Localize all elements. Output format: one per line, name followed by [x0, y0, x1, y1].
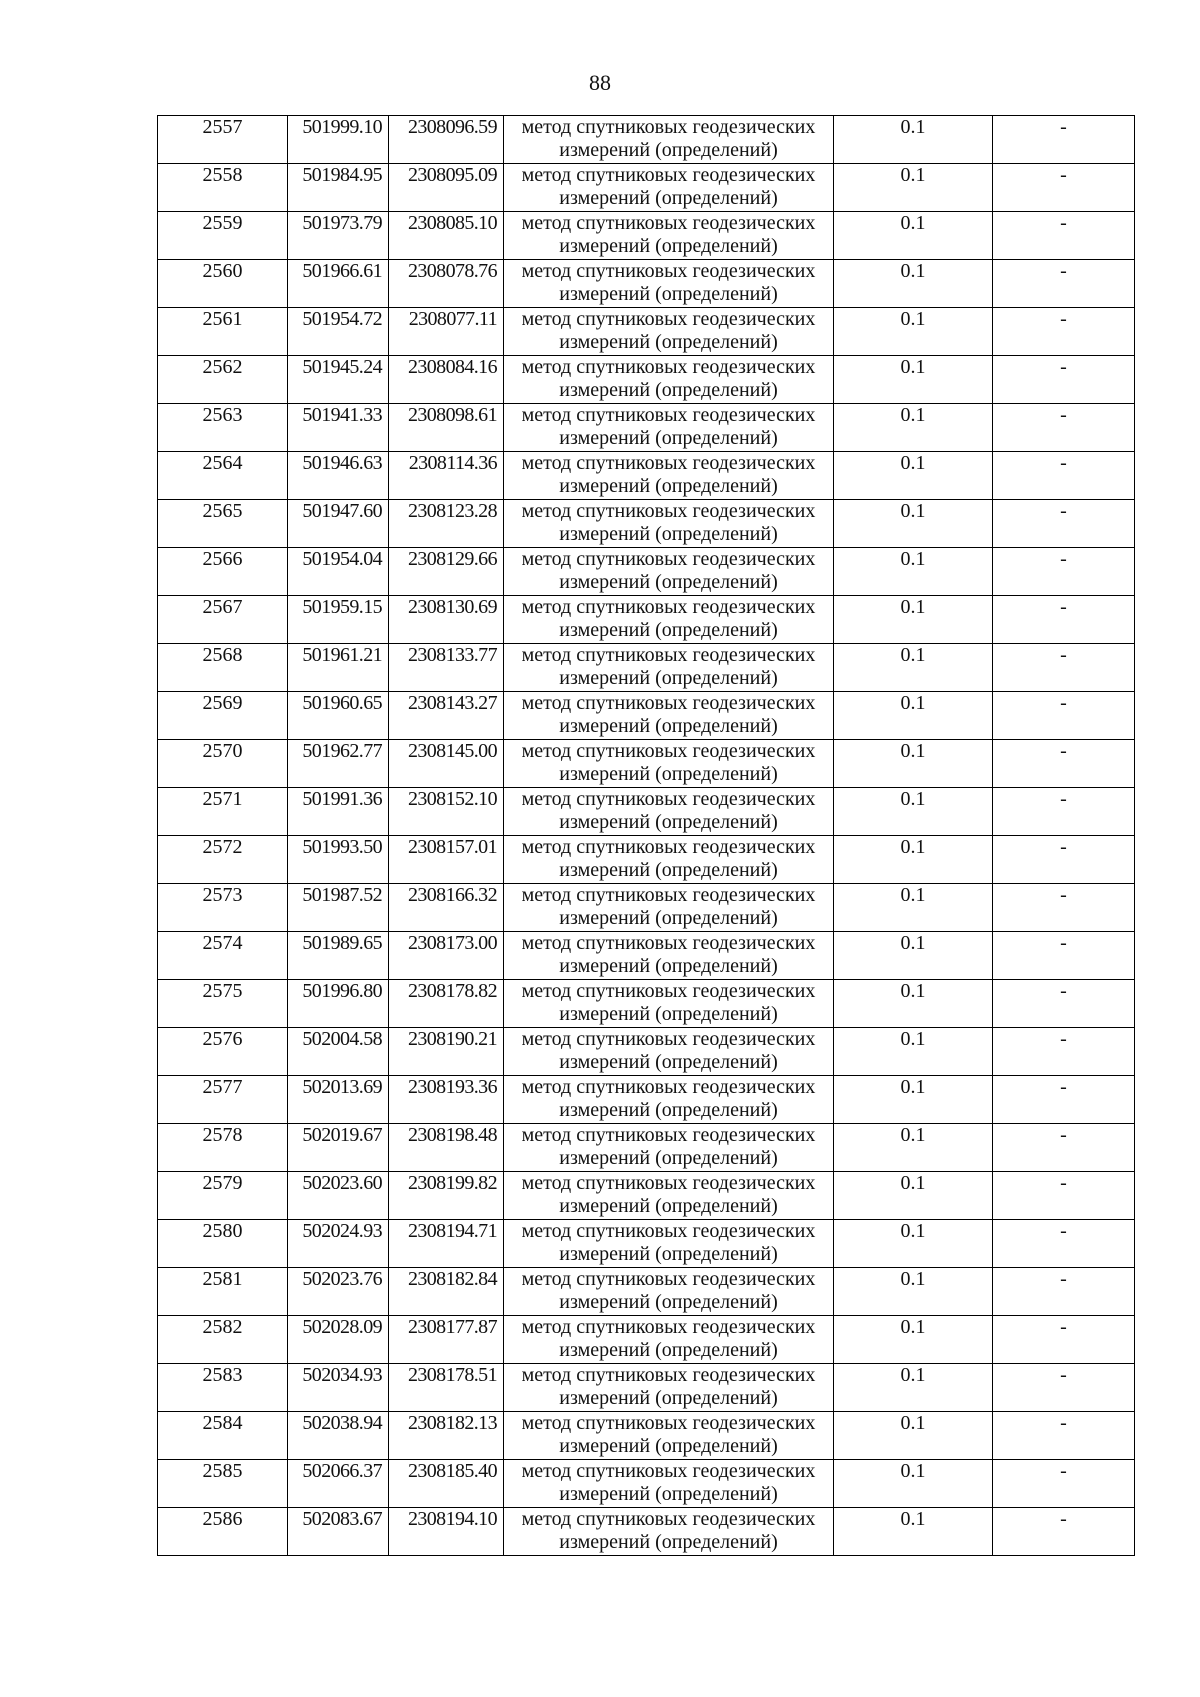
- method-line: метод спутниковых геодезических: [521, 1028, 816, 1050]
- coordinate-x-cell: 502004.58: [288, 1028, 389, 1076]
- coordinate-x-cell: 501984.95: [288, 164, 389, 212]
- table-row: [158, 308, 1135, 356]
- method-line: метод спутниковых геодезических: [521, 980, 816, 1002]
- point-number-cell: 2559: [158, 212, 288, 260]
- method-cell: [504, 500, 834, 548]
- method-cell: [504, 1028, 834, 1076]
- accuracy-cell: 0.1: [834, 260, 993, 308]
- description-cell: -: [993, 1412, 1135, 1460]
- description-cell: -: [993, 692, 1135, 740]
- method-line: измерений (определений): [559, 955, 778, 977]
- coordinate-x-cell: 501996.80: [288, 980, 389, 1028]
- method-cell: [504, 692, 834, 740]
- accuracy-cell: 0.1: [834, 1460, 993, 1508]
- method-line: метод спутниковых геодезических: [521, 1220, 816, 1242]
- point-number-cell: 2571: [158, 788, 288, 836]
- method-cell: [504, 1460, 834, 1508]
- coordinate-x-cell: 502083.67: [288, 1508, 389, 1556]
- description-cell: -: [993, 356, 1135, 404]
- coordinate-x-cell: 502023.76: [288, 1268, 389, 1316]
- method-line: измерений (определений): [559, 427, 778, 449]
- accuracy-cell: 0.1: [834, 692, 993, 740]
- coordinate-x-cell: 502023.60: [288, 1172, 389, 1220]
- method-cell: [504, 548, 834, 596]
- coordinate-y-cell: 2308084.16: [389, 356, 504, 404]
- point-number-cell: 2573: [158, 884, 288, 932]
- point-number-cell: 2569: [158, 692, 288, 740]
- method-line: метод спутниковых геодезических: [521, 404, 816, 426]
- description-cell: -: [993, 404, 1135, 452]
- coordinate-x-cell: 502013.69: [288, 1076, 389, 1124]
- method-line: метод спутниковых геодезических: [521, 260, 816, 282]
- description-cell: -: [993, 932, 1135, 980]
- table-row: [158, 356, 1135, 404]
- accuracy-cell: 0.1: [834, 1412, 993, 1460]
- method-line: измерений (определений): [559, 1291, 778, 1313]
- method-line: измерений (определений): [559, 907, 778, 929]
- point-number-cell: 2578: [158, 1124, 288, 1172]
- method-cell: [504, 164, 834, 212]
- table-row: [158, 500, 1135, 548]
- accuracy-cell: 0.1: [834, 1220, 993, 1268]
- method-line: измерений (определений): [559, 475, 778, 497]
- point-number-cell: 2577: [158, 1076, 288, 1124]
- table-row: [158, 884, 1135, 932]
- method-line: метод спутниковых геодезических: [521, 1316, 816, 1338]
- accuracy-cell: 0.1: [834, 596, 993, 644]
- description-cell: -: [993, 884, 1135, 932]
- method-line: измерений (определений): [559, 1003, 778, 1025]
- point-number-cell: 2561: [158, 308, 288, 356]
- method-line: метод спутниковых геодезических: [521, 356, 816, 378]
- coordinate-y-cell: 2308193.36: [389, 1076, 504, 1124]
- coordinate-y-cell: 2308123.28: [389, 500, 504, 548]
- method-line: метод спутниковых геодезических: [521, 452, 816, 474]
- table-row: [158, 1268, 1135, 1316]
- accuracy-cell: 0.1: [834, 1124, 993, 1172]
- page-number: 88: [589, 70, 611, 95]
- coordinate-y-cell: 2308096.59: [389, 116, 504, 164]
- description-cell: -: [993, 1364, 1135, 1412]
- method-cell: [504, 452, 834, 500]
- point-number-cell: 2560: [158, 260, 288, 308]
- method-line: метод спутниковых геодезических: [521, 740, 816, 762]
- accuracy-cell: 0.1: [834, 1508, 993, 1556]
- method-line: измерений (определений): [559, 1099, 778, 1121]
- accuracy-cell: 0.1: [834, 1028, 993, 1076]
- method-cell: [504, 260, 834, 308]
- method-cell: [504, 308, 834, 356]
- coordinate-x-cell: 501959.15: [288, 596, 389, 644]
- table-row: [158, 740, 1135, 788]
- point-number-cell: 2579: [158, 1172, 288, 1220]
- method-line: измерений (определений): [559, 283, 778, 305]
- method-line: метод спутниковых геодезических: [521, 1268, 816, 1290]
- method-cell: [504, 932, 834, 980]
- coordinate-y-cell: 2308130.69: [389, 596, 504, 644]
- method-line: метод спутниковых геодезических: [521, 500, 816, 522]
- point-number-cell: 2582: [158, 1316, 288, 1364]
- description-cell: -: [993, 164, 1135, 212]
- coordinate-x-cell: 501960.65: [288, 692, 389, 740]
- point-number-cell: 2581: [158, 1268, 288, 1316]
- description-cell: -: [993, 308, 1135, 356]
- table-row: [158, 164, 1135, 212]
- method-line: измерений (определений): [559, 523, 778, 545]
- accuracy-cell: 0.1: [834, 1076, 993, 1124]
- accuracy-cell: 0.1: [834, 1268, 993, 1316]
- method-cell: [504, 1220, 834, 1268]
- method-cell: [504, 788, 834, 836]
- table-row: [158, 932, 1135, 980]
- description-cell: -: [993, 836, 1135, 884]
- table-row: [158, 548, 1135, 596]
- coordinate-y-cell: 2308129.66: [389, 548, 504, 596]
- coordinate-y-cell: 2308178.51: [389, 1364, 504, 1412]
- coordinate-x-cell: 501993.50: [288, 836, 389, 884]
- table-row: [158, 116, 1135, 164]
- point-number-cell: 2557: [158, 116, 288, 164]
- coordinate-y-cell: 2308194.71: [389, 1220, 504, 1268]
- table-row: [158, 1124, 1135, 1172]
- accuracy-cell: 0.1: [834, 548, 993, 596]
- table-row: [158, 788, 1135, 836]
- description-cell: -: [993, 1028, 1135, 1076]
- coordinate-x-cell: 502066.37: [288, 1460, 389, 1508]
- table-row: [158, 644, 1135, 692]
- point-number-cell: 2572: [158, 836, 288, 884]
- method-line: метод спутниковых геодезических: [521, 1076, 816, 1098]
- method-line: измерений (определений): [559, 667, 778, 689]
- coordinate-x-cell: 502019.67: [288, 1124, 389, 1172]
- method-line: измерений (определений): [559, 187, 778, 209]
- coordinate-y-cell: 2308098.61: [389, 404, 504, 452]
- coordinates-table: [157, 115, 1135, 1556]
- method-cell: [504, 404, 834, 452]
- coordinate-y-cell: 2308199.82: [389, 1172, 504, 1220]
- coordinate-x-cell: 502034.93: [288, 1364, 389, 1412]
- point-number-cell: 2580: [158, 1220, 288, 1268]
- method-line: метод спутниковых геодезических: [521, 692, 816, 714]
- coordinate-y-cell: 2308182.84: [389, 1268, 504, 1316]
- table-row: [158, 596, 1135, 644]
- coordinate-x-cell: 501954.72: [288, 308, 389, 356]
- accuracy-cell: 0.1: [834, 500, 993, 548]
- coordinate-x-cell: 501973.79: [288, 212, 389, 260]
- description-cell: -: [993, 1172, 1135, 1220]
- description-cell: -: [993, 596, 1135, 644]
- description-cell: -: [993, 740, 1135, 788]
- method-cell: [504, 212, 834, 260]
- description-cell: -: [993, 1460, 1135, 1508]
- accuracy-cell: 0.1: [834, 212, 993, 260]
- method-line: измерений (определений): [559, 1531, 778, 1553]
- method-line: метод спутниковых геодезических: [521, 308, 816, 330]
- point-number-cell: 2583: [158, 1364, 288, 1412]
- accuracy-cell: 0.1: [834, 1172, 993, 1220]
- description-cell: -: [993, 212, 1135, 260]
- accuracy-cell: 0.1: [834, 1364, 993, 1412]
- coordinate-y-cell: 2308198.48: [389, 1124, 504, 1172]
- coordinate-y-cell: 2308152.10: [389, 788, 504, 836]
- coordinate-x-cell: 501962.77: [288, 740, 389, 788]
- method-cell: [504, 1508, 834, 1556]
- table-row: [158, 836, 1135, 884]
- table-row: [158, 980, 1135, 1028]
- accuracy-cell: 0.1: [834, 740, 993, 788]
- method-cell: [504, 884, 834, 932]
- table-row: [158, 452, 1135, 500]
- description-cell: -: [993, 1508, 1135, 1556]
- coordinate-y-cell: 2308145.00: [389, 740, 504, 788]
- coordinate-x-cell: 501946.63: [288, 452, 389, 500]
- method-cell: [504, 1412, 834, 1460]
- method-line: метод спутниковых геодезических: [521, 1460, 816, 1482]
- coordinate-x-cell: 501954.04: [288, 548, 389, 596]
- method-line: измерений (определений): [559, 763, 778, 785]
- coordinate-x-cell: 502038.94: [288, 1412, 389, 1460]
- table-row: [158, 1412, 1135, 1460]
- method-line: измерений (определений): [559, 1051, 778, 1073]
- point-number-cell: 2567: [158, 596, 288, 644]
- method-cell: [504, 1316, 834, 1364]
- coordinate-y-cell: 2308077.11: [389, 308, 504, 356]
- accuracy-cell: 0.1: [834, 788, 993, 836]
- method-cell: [504, 740, 834, 788]
- description-cell: -: [993, 548, 1135, 596]
- coordinate-x-cell: 502028.09: [288, 1316, 389, 1364]
- point-number-cell: 2563: [158, 404, 288, 452]
- point-number-cell: 2558: [158, 164, 288, 212]
- table-row: [158, 1364, 1135, 1412]
- coordinate-x-cell: 501961.21: [288, 644, 389, 692]
- method-line: метод спутниковых геодезических: [521, 1508, 816, 1530]
- method-line: метод спутниковых геодезических: [521, 1172, 816, 1194]
- coordinate-y-cell: 2308166.32: [389, 884, 504, 932]
- coordinate-y-cell: 2308173.00: [389, 932, 504, 980]
- coordinate-y-cell: 2308143.27: [389, 692, 504, 740]
- method-line: измерений (определений): [559, 1387, 778, 1409]
- description-cell: -: [993, 116, 1135, 164]
- accuracy-cell: 0.1: [834, 164, 993, 212]
- method-cell: [504, 1076, 834, 1124]
- method-line: измерений (определений): [559, 235, 778, 257]
- table-row: [158, 1220, 1135, 1268]
- description-cell: -: [993, 980, 1135, 1028]
- method-cell: [504, 1268, 834, 1316]
- method-line: измерений (определений): [559, 1483, 778, 1505]
- description-cell: -: [993, 1124, 1135, 1172]
- method-line: метод спутниковых геодезических: [521, 548, 816, 570]
- table-row: [158, 1316, 1135, 1364]
- coordinate-x-cell: 501999.10: [288, 116, 389, 164]
- point-number-cell: 2564: [158, 452, 288, 500]
- method-line: измерений (определений): [559, 1339, 778, 1361]
- description-cell: -: [993, 500, 1135, 548]
- coordinate-y-cell: 2308085.10: [389, 212, 504, 260]
- coordinate-y-cell: 2308078.76: [389, 260, 504, 308]
- method-line: метод спутниковых геодезических: [521, 788, 816, 810]
- point-number-cell: 2568: [158, 644, 288, 692]
- method-line: метод спутниковых геодезических: [521, 884, 816, 906]
- accuracy-cell: 0.1: [834, 356, 993, 404]
- table-row: [158, 1460, 1135, 1508]
- method-line: метод спутниковых геодезических: [521, 836, 816, 858]
- coordinate-y-cell: 2308157.01: [389, 836, 504, 884]
- method-line: измерений (определений): [559, 1195, 778, 1217]
- method-line: измерений (определений): [559, 619, 778, 641]
- point-number-cell: 2574: [158, 932, 288, 980]
- point-number-cell: 2585: [158, 1460, 288, 1508]
- coordinate-y-cell: 2308095.09: [389, 164, 504, 212]
- coordinate-y-cell: 2308182.13: [389, 1412, 504, 1460]
- point-number-cell: 2562: [158, 356, 288, 404]
- method-line: метод спутниковых геодезических: [521, 164, 816, 186]
- table-row: [158, 692, 1135, 740]
- coordinate-x-cell: 501989.65: [288, 932, 389, 980]
- table-row: [158, 1076, 1135, 1124]
- method-line: измерений (определений): [559, 1243, 778, 1265]
- coordinate-x-cell: 501987.52: [288, 884, 389, 932]
- method-line: метод спутниковых геодезических: [521, 644, 816, 666]
- method-cell: [504, 116, 834, 164]
- method-line: метод спутниковых геодезических: [521, 116, 816, 138]
- method-line: измерений (определений): [559, 715, 778, 737]
- coordinate-x-cell: 502024.93: [288, 1220, 389, 1268]
- accuracy-cell: 0.1: [834, 932, 993, 980]
- method-cell: [504, 596, 834, 644]
- table-row: [158, 1508, 1135, 1556]
- point-number-cell: 2586: [158, 1508, 288, 1556]
- description-cell: -: [993, 1076, 1135, 1124]
- method-line: метод спутниковых геодезических: [521, 1412, 816, 1434]
- accuracy-cell: 0.1: [834, 836, 993, 884]
- method-line: измерений (определений): [559, 1147, 778, 1169]
- coordinate-x-cell: 501941.33: [288, 404, 389, 452]
- method-line: метод спутниковых геодезических: [521, 1124, 816, 1146]
- point-number-cell: 2570: [158, 740, 288, 788]
- accuracy-cell: 0.1: [834, 1316, 993, 1364]
- accuracy-cell: 0.1: [834, 308, 993, 356]
- description-cell: -: [993, 452, 1135, 500]
- coordinate-y-cell: 2308185.40: [389, 1460, 504, 1508]
- table-row: [158, 212, 1135, 260]
- accuracy-cell: 0.1: [834, 980, 993, 1028]
- accuracy-cell: 0.1: [834, 452, 993, 500]
- accuracy-cell: 0.1: [834, 404, 993, 452]
- method-line: измерений (определений): [559, 139, 778, 161]
- method-line: измерений (определений): [559, 379, 778, 401]
- method-line: измерений (определений): [559, 571, 778, 593]
- method-line: метод спутниковых геодезических: [521, 596, 816, 618]
- description-cell: -: [993, 788, 1135, 836]
- method-cell: [504, 1172, 834, 1220]
- point-number-cell: 2565: [158, 500, 288, 548]
- method-line: измерений (определений): [559, 331, 778, 353]
- point-number-cell: 2584: [158, 1412, 288, 1460]
- method-line: измерений (определений): [559, 811, 778, 833]
- method-cell: [504, 356, 834, 404]
- method-line: измерений (определений): [559, 1435, 778, 1457]
- coordinate-x-cell: 501966.61: [288, 260, 389, 308]
- point-number-cell: 2576: [158, 1028, 288, 1076]
- method-cell: [504, 1124, 834, 1172]
- description-cell: -: [993, 1268, 1135, 1316]
- table-row: [158, 1028, 1135, 1076]
- table-row: [158, 1172, 1135, 1220]
- description-cell: -: [993, 644, 1135, 692]
- coordinate-y-cell: 2308177.87: [389, 1316, 504, 1364]
- method-cell: [504, 644, 834, 692]
- table-row: [158, 404, 1135, 452]
- accuracy-cell: 0.1: [834, 884, 993, 932]
- description-cell: -: [993, 1220, 1135, 1268]
- point-number-cell: 2575: [158, 980, 288, 1028]
- accuracy-cell: 0.1: [834, 116, 993, 164]
- method-cell: [504, 836, 834, 884]
- method-cell: [504, 980, 834, 1028]
- coordinate-y-cell: 2308194.10: [389, 1508, 504, 1556]
- accuracy-cell: 0.1: [834, 644, 993, 692]
- coordinate-y-cell: 2308178.82: [389, 980, 504, 1028]
- coordinate-y-cell: 2308190.21: [389, 1028, 504, 1076]
- description-cell: -: [993, 260, 1135, 308]
- coordinates-table-body: [158, 116, 1135, 1556]
- method-line: метод спутниковых геодезических: [521, 212, 816, 234]
- description-cell: -: [993, 1316, 1135, 1364]
- coordinate-y-cell: 2308133.77: [389, 644, 504, 692]
- method-line: измерений (определений): [559, 859, 778, 881]
- method-cell: [504, 1364, 834, 1412]
- coordinate-x-cell: 501991.36: [288, 788, 389, 836]
- method-line: метод спутниковых геодезических: [521, 932, 816, 954]
- point-number-cell: 2566: [158, 548, 288, 596]
- coordinate-x-cell: 501947.60: [288, 500, 389, 548]
- coordinate-y-cell: 2308114.36: [389, 452, 504, 500]
- method-line: метод спутниковых геодезических: [521, 1364, 816, 1386]
- table-row: [158, 260, 1135, 308]
- coordinate-x-cell: 501945.24: [288, 356, 389, 404]
